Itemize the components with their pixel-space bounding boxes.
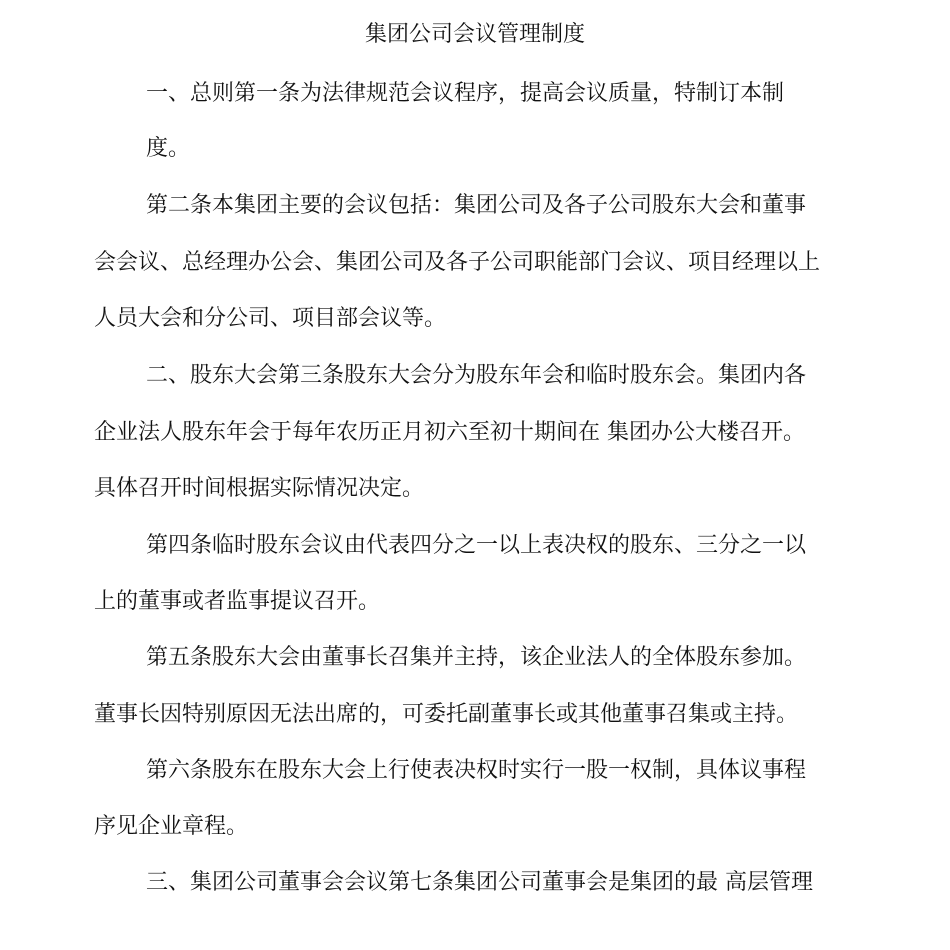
text-line: 一、总则第一条为法律规范会议程序，提高会议质量，特制订本制 [146,81,785,106]
text-line: 度。 [146,136,191,161]
text-line: 人员大会和分公司、项目部会议等。 [94,306,447,331]
text-line: 第六条股东在股东大会上行使表决权时实行一股一权制，具体议事程 [146,758,807,783]
text-line: 具体召开时间根据实际情况决定。 [94,476,425,501]
text-line: 第四条临时股东会议由代表四分之一以上表决权的股东、三分之一以 [146,533,807,558]
text-line: 二、股东大会第三条股东大会分为股东年会和临时股东会。集团内各 [146,363,807,388]
text-line: 董事长因特别原因无法出席的，可委托副董事长或其他董事召集或主持。 [94,702,799,727]
text-line: 会会议、总经理办公会、集团公司及各子公司职能部门会议、项目经理以上 [94,250,821,275]
text-line: 三、集团公司董事会会议第七条集团公司董事会是集团的最 高层管理 [146,870,813,895]
text-line: 上的董事或者监事提议召开。 [94,589,381,614]
text-line: 序见企业章程。 [94,814,249,839]
document-title: 集团公司会议管理制度 [364,22,585,47]
text-line: 第五条股东大会由董事长召集并主持，该企业法人的全体股东参加。 [146,645,807,670]
text-line: 第二条本集团主要的会议包括：集团公司及各子公司股东大会和董事 [146,193,807,218]
text-line: 企业法人股东年会于每年农历正月初六至初十期间在 集团办公大楼召开。 [94,420,805,445]
